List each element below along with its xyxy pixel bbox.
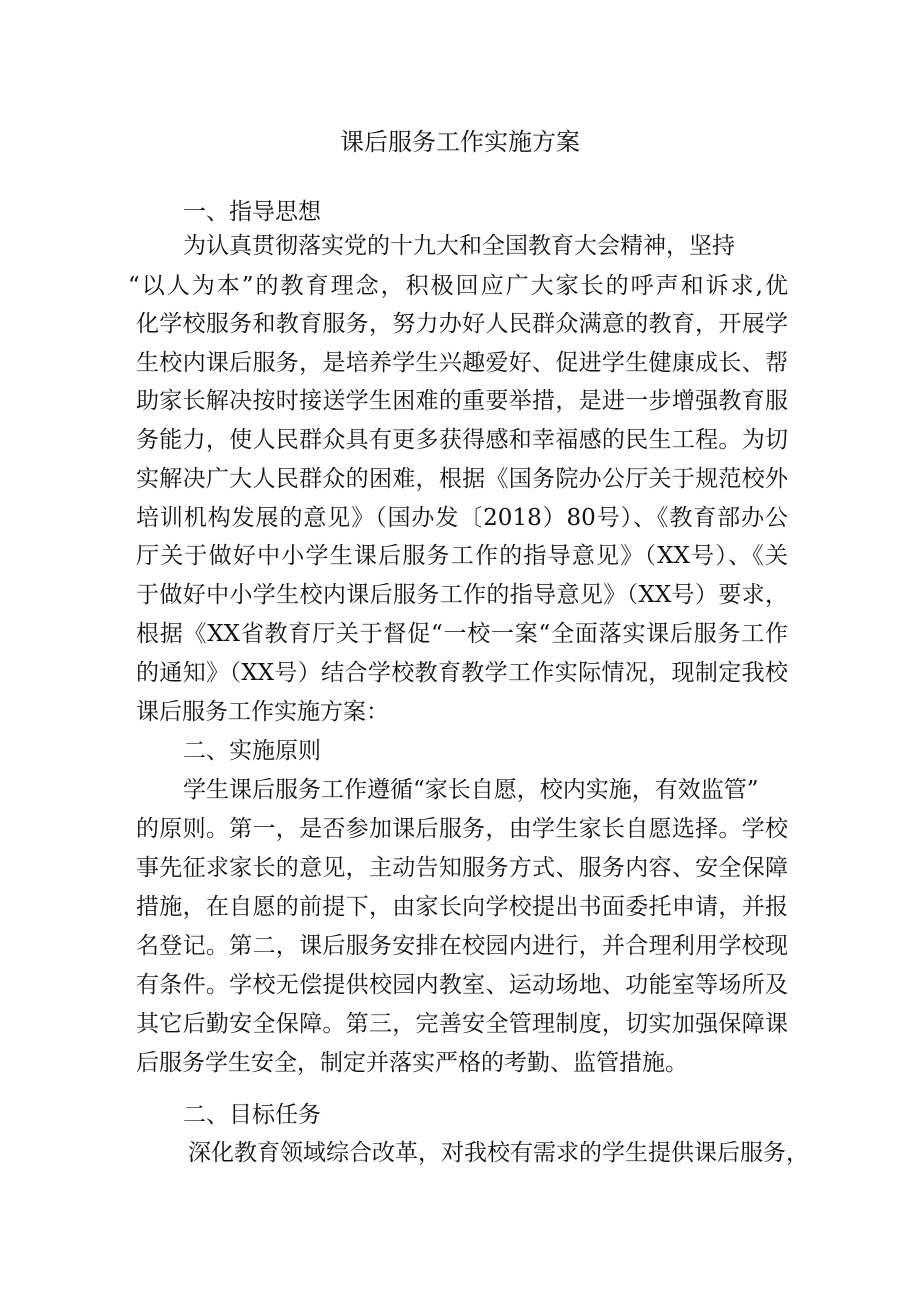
paragraph-line: 培训机构发展的意见》（国办发〔2018）80号）、《教育部办公 xyxy=(136,505,788,531)
paragraph-line: 实解决广大人民群众的困难，根据《国务院办公厅关于规范校外 xyxy=(136,466,788,492)
paragraph-line: 务能力，使人民群众具有更多获得感和幸福感的民生工程。为切 xyxy=(136,427,788,453)
paragraph-line: 有条件。学校无偿提供校园内教室、运动场地、功能室等场所及 xyxy=(136,972,788,998)
paragraph-line: 事先征求家长的意见，主动告知服务方式、服务内容、安全保障 xyxy=(136,855,788,881)
paragraph-line: 根据《XX省教育厅关于督促“一校一案“全面落实课后服务工作 xyxy=(136,621,788,647)
paragraph-line: “以人为本”的教育理念，积极回应广大家长的呼声和诉求,优 xyxy=(128,273,788,299)
section-heading-1: 一、指导思想 xyxy=(183,199,321,225)
paragraph-line: 化学校服务和教育服务，努力办好人民群众满意的教育，开展学 xyxy=(136,311,788,337)
paragraph-line: 的通知》（XX号）结合学校教育教学工作实际情况，现制定我校 xyxy=(136,660,788,686)
paragraph-line: 的原则。第一，是否参加课后服务，由学生家长自愿选择。学校 xyxy=(136,816,788,842)
paragraph-line: 助家长解决按时接送学生困难的重要举措，是进一步增强教育服 xyxy=(136,388,788,414)
paragraph-line: 其它后勤安全保障。第三，完善安全管理制度，切实加强保障课 xyxy=(136,1011,788,1037)
paragraph-line: 课后服务工作实施方案： xyxy=(136,699,389,725)
section-heading-2: 二、实施原则 xyxy=(183,738,321,764)
paragraph-line: 名登记。第二，课后服务安排在校园内进行，并合理利用学校现 xyxy=(136,933,788,959)
section-heading-3: 二、目标任务 xyxy=(183,1102,321,1128)
document-title: 课后服务工作实施方案 xyxy=(340,128,580,156)
paragraph-line: 后服务学生安全，制定并落实严格的考勤、监管措施。 xyxy=(136,1050,688,1076)
paragraph-line: 厅关于做好中小学生课后服务工作的指导意见》（XX号）、《关 xyxy=(136,543,788,569)
paragraph-line: 于做好中小学生校内课后服务工作的指导意见》（XX号）要求， xyxy=(136,582,788,608)
paragraph-line: 为认真贯彻落实党的十九大和全国教育大会精神，坚持 xyxy=(183,233,735,259)
paragraph-line: 深化教育领域综合改革，对我校有需求的学生提供课后服务， xyxy=(188,1140,809,1166)
paragraph-line: 措施，在自愿的前提下，由家长向学校提出书面委托申请，并报 xyxy=(136,894,788,920)
paragraph-line: 学生课后服务工作遵循“家长自愿，校内实施，有效监管” xyxy=(183,777,759,803)
paragraph-line: 生校内课后服务，是培养学生兴趣爱好、促进学生健康成长、帮 xyxy=(136,350,788,376)
